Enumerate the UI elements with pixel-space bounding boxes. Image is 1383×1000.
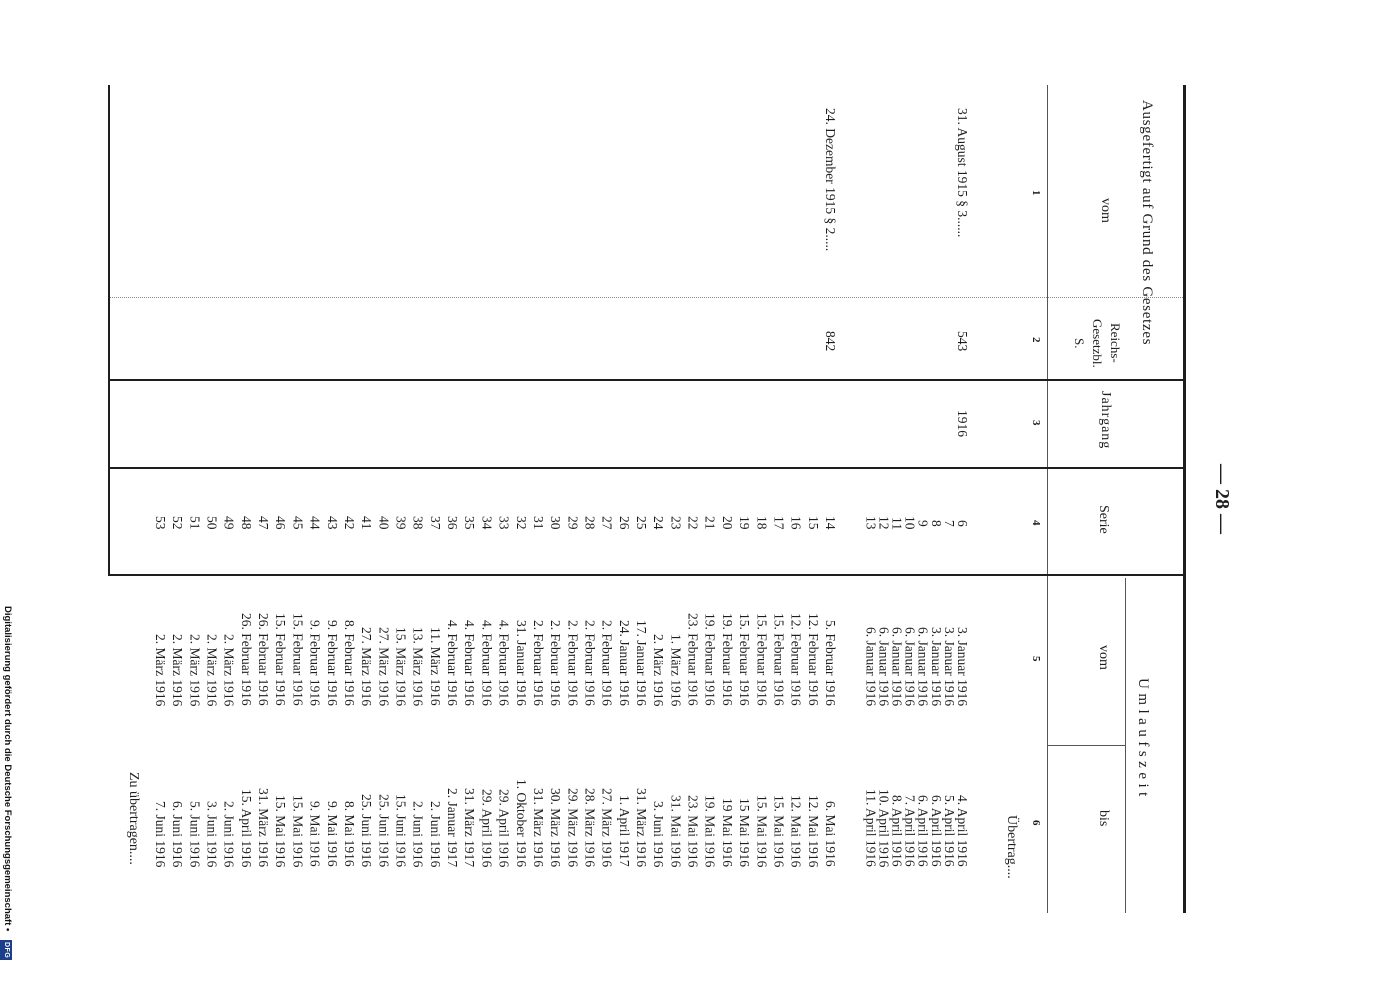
valid-until-cell: 2. Juni 1916 — [221, 800, 237, 867]
bottom-rule — [108, 85, 110, 576]
valid-until-cell: 1. April 1917 — [616, 795, 632, 867]
valid-until-cell: 15 Mai 1916 — [737, 798, 753, 867]
serie-cell: 46 — [273, 516, 289, 530]
valid-until-cell: 7. April 1916 — [902, 795, 918, 867]
valid-from-cell: 5. Februar 1916 — [823, 620, 838, 706]
header-valid-from: vom — [1096, 645, 1111, 670]
valid-until-cell: 29. April 1916 — [479, 788, 495, 867]
valid-from-cell: 27. März 1916 — [359, 626, 375, 706]
valid-until-cell: 31. März 1916 — [634, 787, 650, 867]
valid-from-cell: 6. Januar 1916 — [889, 626, 905, 706]
valid-until-cell: 31. März 1917 — [462, 787, 478, 867]
valid-until-cell: 15. Mai 1916 — [290, 794, 306, 867]
valid-from-cell: 23. Februar 1916 — [685, 613, 701, 706]
serie-cell: 38 — [410, 516, 426, 530]
valid-from-cell: 4. Februar 1916 — [462, 620, 478, 706]
valid-from-cell: 2. März 1916 — [651, 633, 667, 706]
serie-cell: 44 — [307, 516, 323, 530]
serie-cell: 28 — [582, 516, 598, 530]
header-rgbl-page — [1070, 314, 1124, 372]
valid-from-cell: 2. Februar 1916 — [582, 620, 598, 706]
rgbl-page-cell: 842 — [823, 330, 838, 352]
valid-from-cell: 2. März 1916 — [204, 633, 220, 706]
valid-from-cell: 2. Februar 1916 — [565, 620, 581, 706]
serie-cell: 16 — [788, 516, 804, 530]
serie-cell: 31 — [530, 516, 546, 530]
serie-cell: 42 — [341, 516, 357, 530]
valid-from-cell: 19. Februar 1916 — [719, 613, 735, 706]
valid-until-cell: 7. Juni 1916 — [152, 800, 168, 867]
valid-from-cell: 12. Februar 1916 — [788, 613, 804, 706]
valid-from-cell: 15. Februar 1916 — [771, 613, 787, 706]
serie-cell: 11 — [889, 516, 905, 530]
column-number: 2 — [1030, 337, 1042, 343]
valid-from-cell: 13. März 1916 — [410, 626, 426, 706]
valid-from-cell: 2. März 1916 — [152, 633, 168, 706]
valid-until-cell: 28. März 1916 — [582, 787, 598, 867]
valid-from-cell: 4. Februar 1916 — [479, 620, 495, 706]
serie-cell: 39 — [393, 516, 409, 530]
valid-until-cell: 23. Mai 1916 — [685, 794, 701, 867]
valid-until-cell: 2. Juni 1916 — [410, 800, 426, 867]
valid-until-cell: 19. Mai 1916 — [702, 794, 718, 867]
law-reference: 24. Dezember 1915 § 2..... — [823, 108, 838, 252]
serie-cell: 35 — [462, 516, 478, 530]
header-law-date: vom — [1098, 198, 1113, 223]
valid-until-cell: 5. April 1916 — [941, 795, 957, 867]
serie-cell: 48 — [238, 516, 254, 530]
valid-until-cell: 15. April 1916 — [238, 788, 254, 867]
header-circulation-period: Umlaufszeit — [1135, 678, 1151, 801]
valid-until-cell: 31. März 1916 — [256, 787, 272, 867]
page-number: — 28 — — [1211, 464, 1233, 534]
serie-cell: 29 — [565, 516, 581, 530]
valid-from-cell: 15. Februar 1916 — [737, 613, 753, 706]
serie-cell: 36 — [445, 516, 461, 530]
serie-cell: 24 — [651, 516, 667, 530]
header-serie: Serie — [1096, 505, 1111, 534]
serie-cell: 23 — [668, 516, 684, 530]
valid-until-cell: 3. Juni 1916 — [651, 800, 667, 867]
serie-cell: 10 — [902, 516, 918, 530]
column-number: 6 — [1030, 820, 1042, 826]
valid-until-cell: 25. Juni 1916 — [359, 793, 375, 867]
valid-until-cell: 3. Juni 1916 — [204, 800, 220, 867]
serie-cell: 37 — [427, 516, 443, 530]
valid-from-cell: 4. Februar 1916 — [496, 620, 512, 706]
rgbl-page-cell: 543 — [955, 330, 970, 352]
serie-cell: 6 — [955, 519, 970, 527]
serie-cell: 32 — [513, 516, 529, 530]
valid-from-cell: 2. Februar 1916 — [530, 620, 546, 706]
valid-from-cell: 17. Januar 1916 — [634, 620, 650, 706]
valid-until-cell: 2. Januar 1917 — [445, 787, 461, 867]
valid-until-cell: 29. März 1916 — [565, 787, 581, 867]
carry-forward-in: Übertrag.... — [1004, 815, 1019, 879]
valid-until-cell: 9. Mai 1916 — [324, 801, 340, 867]
serie-cell: 7 — [941, 519, 957, 527]
valid-from-cell: 26. Februar 1916 — [256, 613, 272, 706]
column-number: 4 — [1030, 520, 1042, 526]
column-rule-1-2 — [110, 297, 1183, 298]
serie-cell: 50 — [204, 516, 220, 530]
serie-cell: 13 — [863, 516, 879, 530]
valid-from-cell: 15. März 1916 — [393, 626, 409, 706]
valid-from-cell: 4. Februar 1916 — [445, 620, 461, 706]
valid-until-cell: 27. März 1916 — [599, 787, 615, 867]
valid-until-cell: 12. Mai 1916 — [788, 794, 804, 867]
serie-cell: 26 — [616, 516, 632, 530]
valid-from-cell: 12. Februar 1916 — [805, 613, 821, 706]
valid-from-cell: 2. Februar 1916 — [548, 620, 564, 706]
valid-until-cell: 10. April 1916 — [876, 788, 892, 867]
column-rule-2-3 — [110, 379, 1183, 381]
valid-from-cell: 15. Februar 1916 — [754, 613, 770, 706]
valid-until-cell: 31. Mai 1916 — [668, 794, 684, 867]
valid-until-cell: 8. Mai 1916 — [341, 801, 357, 867]
valid-until-cell: 15. Mai 1916 — [771, 794, 787, 867]
serie-cell: 49 — [221, 516, 237, 530]
valid-until-cell: 29. April 1916 — [496, 788, 512, 867]
serie-cell: 34 — [479, 516, 495, 530]
serie-cell: 47 — [256, 516, 272, 530]
serie-cell: 9 — [915, 519, 931, 527]
serie-cell: 30 — [548, 516, 564, 530]
valid-from-cell: 8. Februar 1916 — [341, 620, 357, 706]
valid-from-cell: 27. März 1916 — [376, 626, 392, 706]
serie-cell: 40 — [376, 516, 392, 530]
header-bottom-rule — [1047, 85, 1048, 913]
valid-until-cell: 15. Juni 1916 — [393, 793, 409, 867]
valid-from-cell: 6. Januar 1916 — [902, 626, 918, 706]
valid-until-cell: 6. April 1916 — [915, 795, 931, 867]
valid-until-cell: 6. Mai 1916 — [823, 801, 838, 867]
serie-cell: 18 — [754, 516, 770, 530]
valid-from-cell: 15. Februar 1916 — [273, 613, 289, 706]
serie-cell: 8 — [928, 519, 944, 527]
column-number: 1 — [1030, 190, 1042, 196]
valid-until-cell: 30. März 1916 — [548, 787, 564, 867]
serie-cell: 19 — [737, 516, 753, 530]
valid-until-cell: 12. Mai 1916 — [805, 794, 821, 867]
valid-from-cell: 9. Februar 1916 — [324, 620, 340, 706]
valid-until-cell: 6. Juni 1916 — [170, 800, 186, 867]
valid-until-cell: 4. April 1916 — [955, 795, 970, 867]
valid-from-cell: 3. Januar 1916 — [955, 626, 970, 706]
header-rgbl-line: Reichs- — [1108, 323, 1123, 363]
valid-from-cell: 2. März 1916 — [187, 633, 203, 706]
valid-until-cell: 2. Juni 1916 — [427, 800, 443, 867]
valid-from-cell: 2. Februar 1916 — [599, 620, 615, 706]
law-reference: 31. August 1915 § 3...... — [955, 108, 970, 238]
column-rule-4-5 — [110, 574, 1183, 576]
valid-from-cell: 6. Januar 1916 — [876, 626, 892, 706]
top-rule — [1183, 85, 1186, 913]
serie-cell: 41 — [359, 516, 375, 530]
valid-from-cell: 11. März 1916 — [427, 627, 443, 706]
valid-from-cell: 3. Januar 1916 — [928, 626, 944, 706]
serie-cell: 45 — [290, 516, 306, 530]
serie-cell: 53 — [152, 516, 168, 530]
valid-from-cell: 6. Januar 1916 — [915, 626, 931, 706]
valid-from-cell: 15. Februar 1916 — [290, 613, 306, 706]
serie-cell: 21 — [702, 516, 718, 530]
valid-until-cell: 1. Oktober 1916 — [513, 778, 529, 867]
serie-cell: 27 — [599, 516, 615, 530]
valid-until-cell: 6. April 1916 — [928, 795, 944, 867]
valid-from-cell: 2. März 1916 — [170, 633, 186, 706]
dfg-logo-icon: DFG — [0, 940, 12, 960]
column-number: 5 — [1030, 656, 1042, 662]
digitization-watermark — [1, 606, 14, 960]
valid-until-cell: 15. Mai 1916 — [754, 794, 770, 867]
serie-cell: 51 — [187, 516, 203, 530]
valid-until-cell: 25. Juni 1916 — [376, 793, 392, 867]
serie-cell: 14 — [823, 516, 838, 530]
header-year: Jahrgang — [1098, 391, 1113, 450]
serie-cell: 12 — [876, 516, 892, 530]
year-cell: 1916 — [955, 409, 970, 437]
serie-cell: 43 — [324, 516, 340, 530]
umlaufszeit-underline — [1125, 578, 1126, 913]
watermark-text: Digitalisierung gefördert durch die Deutsche Forschungsgemeinschaft • — [2, 606, 13, 932]
serie-cell: 25 — [634, 516, 650, 530]
serie-cell: 33 — [496, 516, 512, 530]
valid-from-cell: 31. Januar 1916 — [513, 620, 529, 706]
serie-cell: 17 — [771, 516, 787, 530]
valid-until-cell: 19 Mai 1916 — [719, 798, 735, 867]
serie-cell: 52 — [170, 516, 186, 530]
header-rgbl-line: Gesetzbl. — [1090, 318, 1105, 368]
valid-until-cell: 8. April 1916 — [889, 795, 905, 867]
valid-until-cell: 9. Mai 1916 — [307, 801, 323, 867]
serie-cell: 20 — [719, 516, 735, 530]
valid-from-cell: 9. Februar 1916 — [307, 620, 323, 706]
valid-until-cell: 11. April 1916 — [863, 789, 879, 867]
valid-from-cell: 6. Januar 1916 — [863, 626, 879, 706]
valid-from-cell: 1. März 1916 — [668, 633, 684, 706]
header-rgbl-line: S. — [1072, 337, 1087, 349]
valid-until-cell: 31. März 1916 — [530, 787, 546, 867]
carry-forward-out: Zu übertragen.... — [126, 772, 141, 865]
valid-until-cell: 15. Mai 1916 — [273, 794, 289, 867]
column-rule-3-4 — [110, 467, 1183, 469]
vom-bis-header-divider — [1047, 745, 1125, 746]
header-valid-until: bis — [1096, 810, 1111, 827]
valid-from-cell: 19. Februar 1916 — [702, 613, 718, 706]
serie-cell: 22 — [685, 516, 701, 530]
serie-cell: 15 — [805, 516, 821, 530]
valid-from-cell: 3. Januar 1916 — [941, 626, 957, 706]
valid-until-cell: 5. Juni 1916 — [187, 800, 203, 867]
valid-from-cell: 26. Februar 1916 — [238, 613, 254, 706]
valid-from-cell: 2. März 1916 — [221, 633, 237, 706]
header-issued-by-law: Ausgefertigt auf Grund des Gesetzes — [1139, 100, 1155, 346]
column-number: 3 — [1030, 420, 1042, 426]
valid-from-cell: 24. Januar 1916 — [616, 620, 632, 706]
